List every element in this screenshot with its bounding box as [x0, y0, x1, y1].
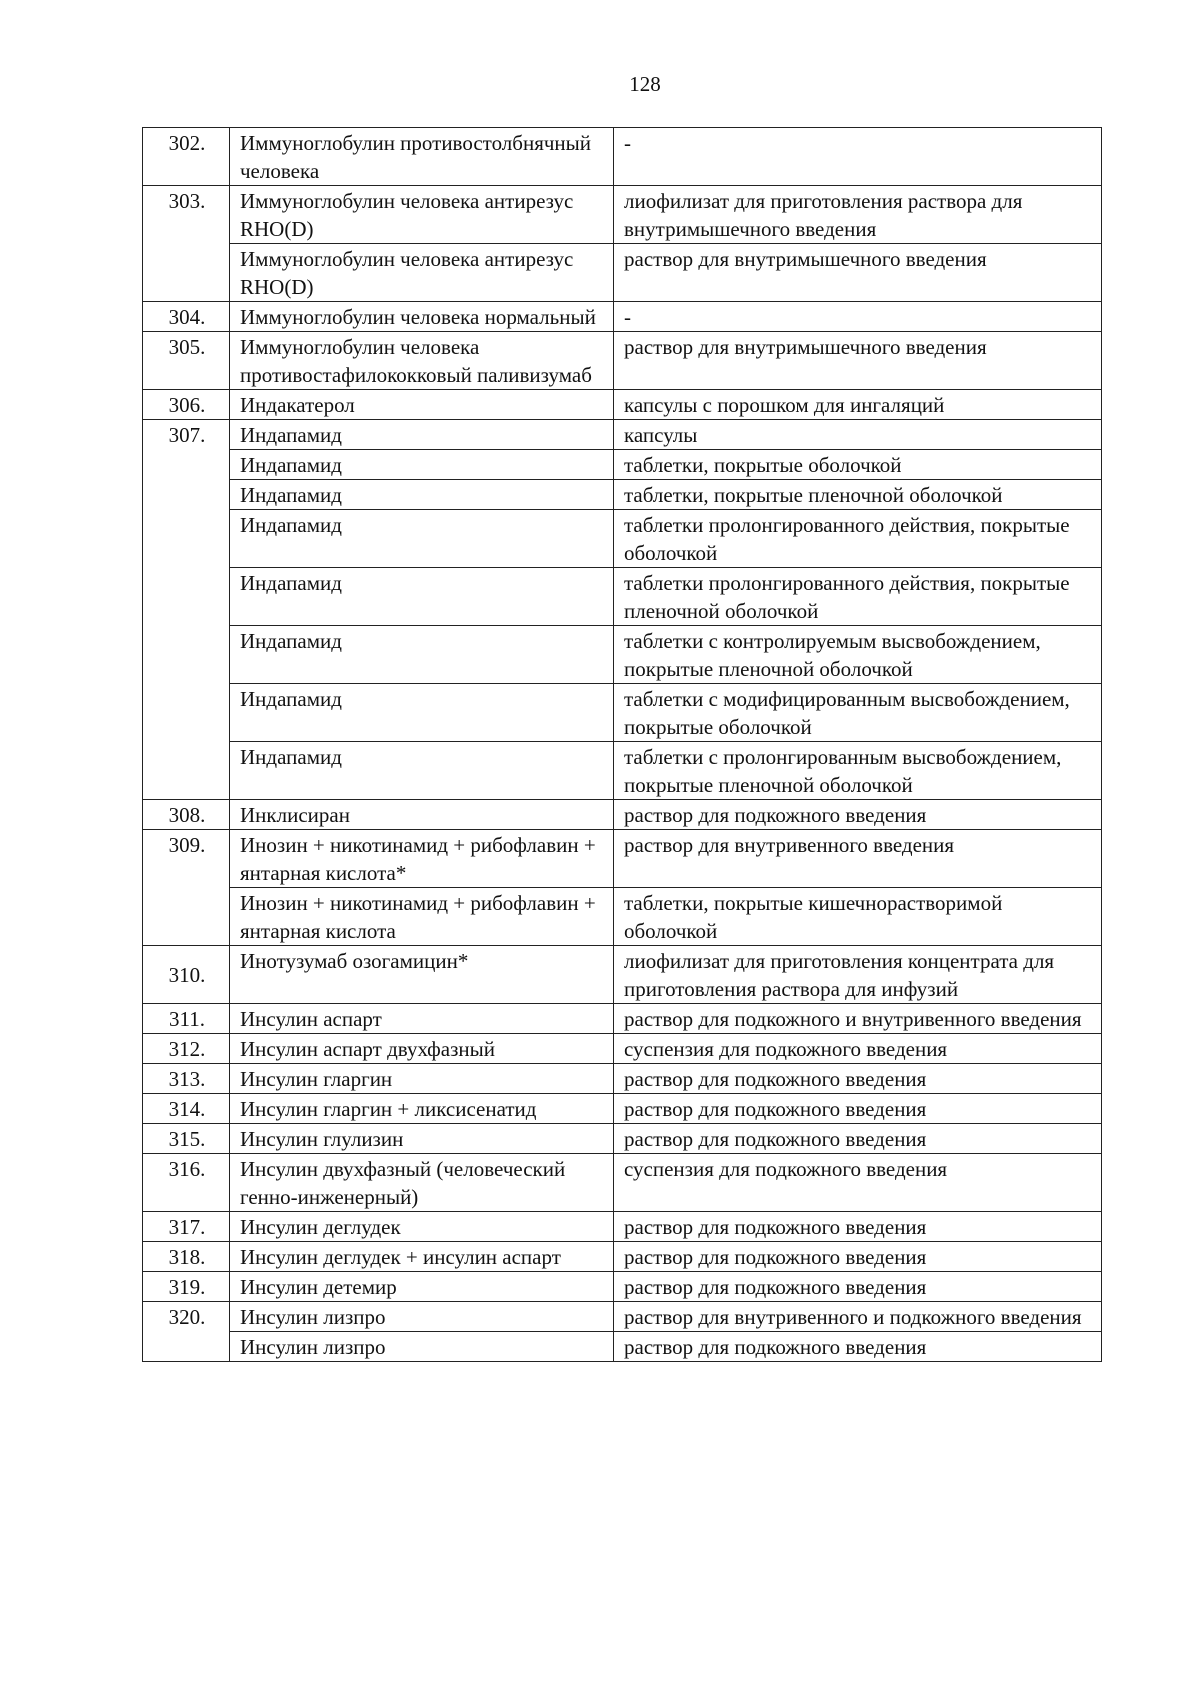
row-number: 311.: [143, 1004, 230, 1034]
row-number: 320.: [143, 1302, 230, 1332]
drug-name: Иммуноглобулин противостолбнячный человека: [230, 128, 614, 186]
dosage-form: суспензия для подкожного введения: [614, 1154, 1102, 1212]
drug-name: Инозин + никотинамид + рибофлавин + янтарная кислота: [230, 888, 614, 946]
drug-name: Иммуноглобулин человека антирезус RHO(D): [230, 186, 614, 244]
row-number: [143, 480, 230, 510]
table-row: [143, 684, 1102, 742]
dosage-form: таблетки с пролонгированным высвобождением, покрытые пленочной оболочкой: [614, 742, 1102, 800]
dosage-form: раствор для подкожного введения: [614, 800, 1102, 830]
row-number: [143, 742, 230, 800]
dosage-form: раствор для подкожного введения: [614, 1094, 1102, 1124]
dosage-form: раствор для подкожного введения: [614, 1272, 1102, 1302]
table-row: [143, 1272, 1102, 1302]
drug-name: Инсулин гларгин + ликсисенатид: [230, 1094, 614, 1124]
row-number: 315.: [143, 1124, 230, 1154]
dosage-form: таблетки с контролируемым высвобождением, покрытые пленочной оболочкой: [614, 626, 1102, 684]
drug-name: Инозин + никотинамид + рибофлавин + янтарная кислота*: [230, 830, 614, 888]
dosage-form: -: [614, 128, 1102, 186]
row-number: 318.: [143, 1242, 230, 1272]
table-row: [143, 1212, 1102, 1242]
row-number: 312.: [143, 1034, 230, 1064]
dosage-form: таблетки, покрытые кишечнорастворимой оболочкой: [614, 888, 1102, 946]
drug-list-table: [142, 127, 1102, 1362]
drug-name: Индапамид: [230, 450, 614, 480]
row-number: 313.: [143, 1064, 230, 1094]
row-number: [143, 244, 230, 302]
drug-list-body: [143, 128, 1102, 1362]
dosage-form: таблетки, покрытые пленочной оболочкой: [614, 480, 1102, 510]
dosage-form: капсулы с порошком для ингаляций: [614, 390, 1102, 420]
drug-name: Индакатерол: [230, 390, 614, 420]
drug-name: Инсулин аспарт двухфазный: [230, 1034, 614, 1064]
dosage-form: раствор для внутримышечного введения: [614, 332, 1102, 390]
table-row: [143, 450, 1102, 480]
dosage-form: суспензия для подкожного введения: [614, 1034, 1102, 1064]
table-row: [143, 830, 1102, 888]
row-number: [143, 510, 230, 568]
row-number: [143, 684, 230, 742]
dosage-form: таблетки пролонгированного действия, покрытые пленочной оболочкой: [614, 568, 1102, 626]
row-number: 307.: [143, 420, 230, 450]
dosage-form: лиофилизат для приготовления концентрата для приготовления раствора для инфузий: [614, 946, 1102, 1004]
table-row: [143, 1332, 1102, 1362]
table-row: [143, 888, 1102, 946]
drug-name: Иммуноглобулин человека нормальный: [230, 302, 614, 332]
dosage-form: таблетки, покрытые оболочкой: [614, 450, 1102, 480]
drug-name: Индапамид: [230, 480, 614, 510]
row-number: 317.: [143, 1212, 230, 1242]
dosage-form: раствор для подкожного и внутривенного введения: [614, 1004, 1102, 1034]
table-row: [143, 1124, 1102, 1154]
drug-name: Индапамид: [230, 568, 614, 626]
row-number: 306.: [143, 390, 230, 420]
drug-name: Инсулин аспарт: [230, 1004, 614, 1034]
drug-name: Индапамид: [230, 742, 614, 800]
dosage-form: капсулы: [614, 420, 1102, 450]
dosage-form: раствор для внутривенного введения: [614, 830, 1102, 888]
table-row: [143, 742, 1102, 800]
row-number: 309.: [143, 830, 230, 888]
drug-name: Индапамид: [230, 684, 614, 742]
row-number: 302.: [143, 128, 230, 186]
drug-name: Индапамид: [230, 510, 614, 568]
row-number: [143, 888, 230, 946]
drug-name: Инклисиран: [230, 800, 614, 830]
table-row: [143, 1034, 1102, 1064]
table-row: [143, 332, 1102, 390]
drug-name: Инсулин глулизин: [230, 1124, 614, 1154]
row-number: 319.: [143, 1272, 230, 1302]
table-row: [143, 128, 1102, 186]
drug-name: Иммуноглобулин человека антирезус RHO(D): [230, 244, 614, 302]
drug-name: Инсулин лизпро: [230, 1332, 614, 1362]
table-row: [143, 1242, 1102, 1272]
table-row: [143, 390, 1102, 420]
table-row: [143, 626, 1102, 684]
dosage-form: раствор для подкожного введения: [614, 1242, 1102, 1272]
row-number: 304.: [143, 302, 230, 332]
drug-name: Инсулин лизпро: [230, 1302, 614, 1332]
dosage-form: раствор для внутримышечного введения: [614, 244, 1102, 302]
row-number: 316.: [143, 1154, 230, 1212]
row-number: [143, 626, 230, 684]
drug-name: Инсулин гларгин: [230, 1064, 614, 1094]
table-row: [143, 244, 1102, 302]
table-row: [143, 1154, 1102, 1212]
table-row: [143, 302, 1102, 332]
table-row: [143, 1004, 1102, 1034]
table-row: [143, 1064, 1102, 1094]
row-number: 305.: [143, 332, 230, 390]
row-number: 314.: [143, 1094, 230, 1124]
row-number: 303.: [143, 186, 230, 244]
row-number: [143, 568, 230, 626]
drug-name: Иммуноглобулин человека противостафилококковый паливизумаб: [230, 332, 614, 390]
dosage-form: раствор для подкожного введения: [614, 1332, 1102, 1362]
table-row: [143, 1094, 1102, 1124]
table-row: [143, 480, 1102, 510]
dosage-form: раствор для внутривенного и подкожного введения: [614, 1302, 1102, 1332]
dosage-form: таблетки пролонгированного действия, покрытые оболочкой: [614, 510, 1102, 568]
dosage-form: раствор для подкожного введения: [614, 1064, 1102, 1094]
drug-name: Индапамид: [230, 420, 614, 450]
table-row: [143, 510, 1102, 568]
table-row: [143, 946, 1102, 1004]
drug-name: Инсулин детемир: [230, 1272, 614, 1302]
drug-name: Инсулин деглудек + инсулин аспарт: [230, 1242, 614, 1272]
dosage-form: лиофилизат для приготовления раствора для внутримышечного введения: [614, 186, 1102, 244]
dosage-form: раствор для подкожного введения: [614, 1212, 1102, 1242]
row-number: 310.: [143, 946, 230, 1004]
drug-name: Индапамид: [230, 626, 614, 684]
drug-name: Инсулин двухфазный (человеческий генно-инженерный): [230, 1154, 614, 1212]
dosage-form: таблетки с модифицированным высвобождением, покрытые оболочкой: [614, 684, 1102, 742]
table-row: [143, 420, 1102, 450]
drug-name: Инсулин деглудек: [230, 1212, 614, 1242]
table-row: [143, 1302, 1102, 1332]
table-row: [143, 568, 1102, 626]
dosage-form: раствор для подкожного введения: [614, 1124, 1102, 1154]
table-row: [143, 800, 1102, 830]
table-row: [143, 186, 1102, 244]
row-number: 308.: [143, 800, 230, 830]
dosage-form: -: [614, 302, 1102, 332]
drug-name: Инотузумаб озогамицин*: [230, 946, 614, 1004]
row-number: [143, 450, 230, 480]
page-number: 128: [629, 72, 661, 96]
row-number: [143, 1332, 230, 1362]
